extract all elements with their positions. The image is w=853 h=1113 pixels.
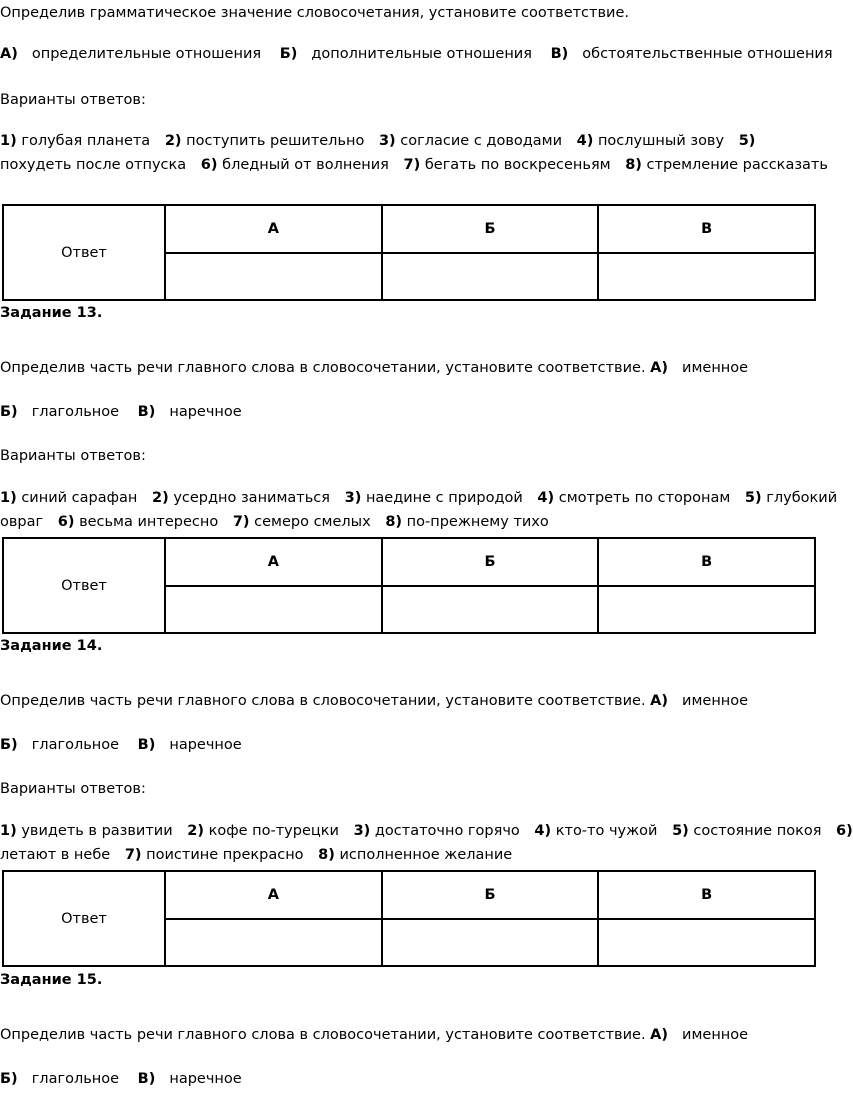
answer-cell-v[interactable] <box>598 253 815 300</box>
answer-label: Ответ <box>3 871 165 966</box>
column-header-a: А <box>165 538 382 586</box>
answer-cell-v[interactable] <box>598 586 815 633</box>
task-13-title: Задание 13. <box>0 305 103 321</box>
answer-cell-a[interactable] <box>165 919 382 966</box>
column-header-b: Б <box>382 538 599 586</box>
answer-cell-v[interactable] <box>598 919 815 966</box>
answer-cell-b[interactable] <box>382 919 599 966</box>
instruction-13: Определив часть речи главного слова в словосочетании, установите соответствие. А) именное <box>0 360 749 376</box>
answer-table-1 <box>2 204 816 301</box>
answer-label: Ответ <box>3 205 165 300</box>
options-line-15: Б) глагольное В) наречное <box>0 1071 242 1087</box>
column-header-b: Б <box>382 205 599 253</box>
instruction-15: Определив часть речи главного слова в словосочетании, установите соответствие. А) именное <box>0 1027 749 1043</box>
answers-line-14a: 1) увидеть в развитии 2) кофе по-турецки 3) достаточно горячо 4) кто-то чужой 5) состояние покоя 6) <box>0 823 853 839</box>
instruction-1: Определив грамматическое значение словосочетания, установите соответствие. <box>0 5 629 21</box>
options-line-13: Б) глагольное В) наречное <box>0 404 242 420</box>
options-line-1: А) определительные отношения Б) дополнительные отношения В) обстоятельственные отношения <box>0 46 833 62</box>
column-header-v: В <box>598 871 815 919</box>
answers-line-13a: 1) синий сарафан 2) усердно заниматься 3) наедине с природой 4) смотреть по сторонам 5) глубокий <box>0 490 838 506</box>
answers-line-14b: летают в небе 7) поистине прекрасно 8) исполненное желание <box>0 847 513 863</box>
variants-label-13: Варианты ответов: <box>0 448 146 464</box>
column-header-a: А <box>165 871 382 919</box>
answer-label: Ответ <box>3 538 165 633</box>
task-15-title: Задание 15. <box>0 972 103 988</box>
column-header-a: А <box>165 205 382 253</box>
answer-table-14 <box>2 870 816 967</box>
variants-label-14: Варианты ответов: <box>0 781 146 797</box>
answer-cell-a[interactable] <box>165 253 382 300</box>
column-header-b: Б <box>382 871 599 919</box>
answers-line-1b: похудеть после отпуска 6) бледный от волнения 7) бегать по воскресеньям 8) стремление рассказать <box>0 157 828 173</box>
answers-line-13c: овраг 6) весьма интересно 7) семеро смелых 8) по-прежнему тихо <box>0 514 549 530</box>
column-header-v: В <box>598 538 815 586</box>
answer-cell-b[interactable] <box>382 586 599 633</box>
instruction-14: Определив часть речи главного слова в словосочетании, установите соответствие. А) именное <box>0 693 749 709</box>
answer-cell-b[interactable] <box>382 253 599 300</box>
column-header-v: В <box>598 205 815 253</box>
options-line-14: Б) глагольное В) наречное <box>0 737 242 753</box>
answer-cell-a[interactable] <box>165 586 382 633</box>
answer-table-13 <box>2 537 816 634</box>
answers-line-1a: 1) голубая планета 2) поступить решительно 3) согласие с доводами 4) послушный зову 5) <box>0 133 756 149</box>
task-14-title: Задание 14. <box>0 638 103 654</box>
variants-label-1: Варианты ответов: <box>0 92 146 108</box>
